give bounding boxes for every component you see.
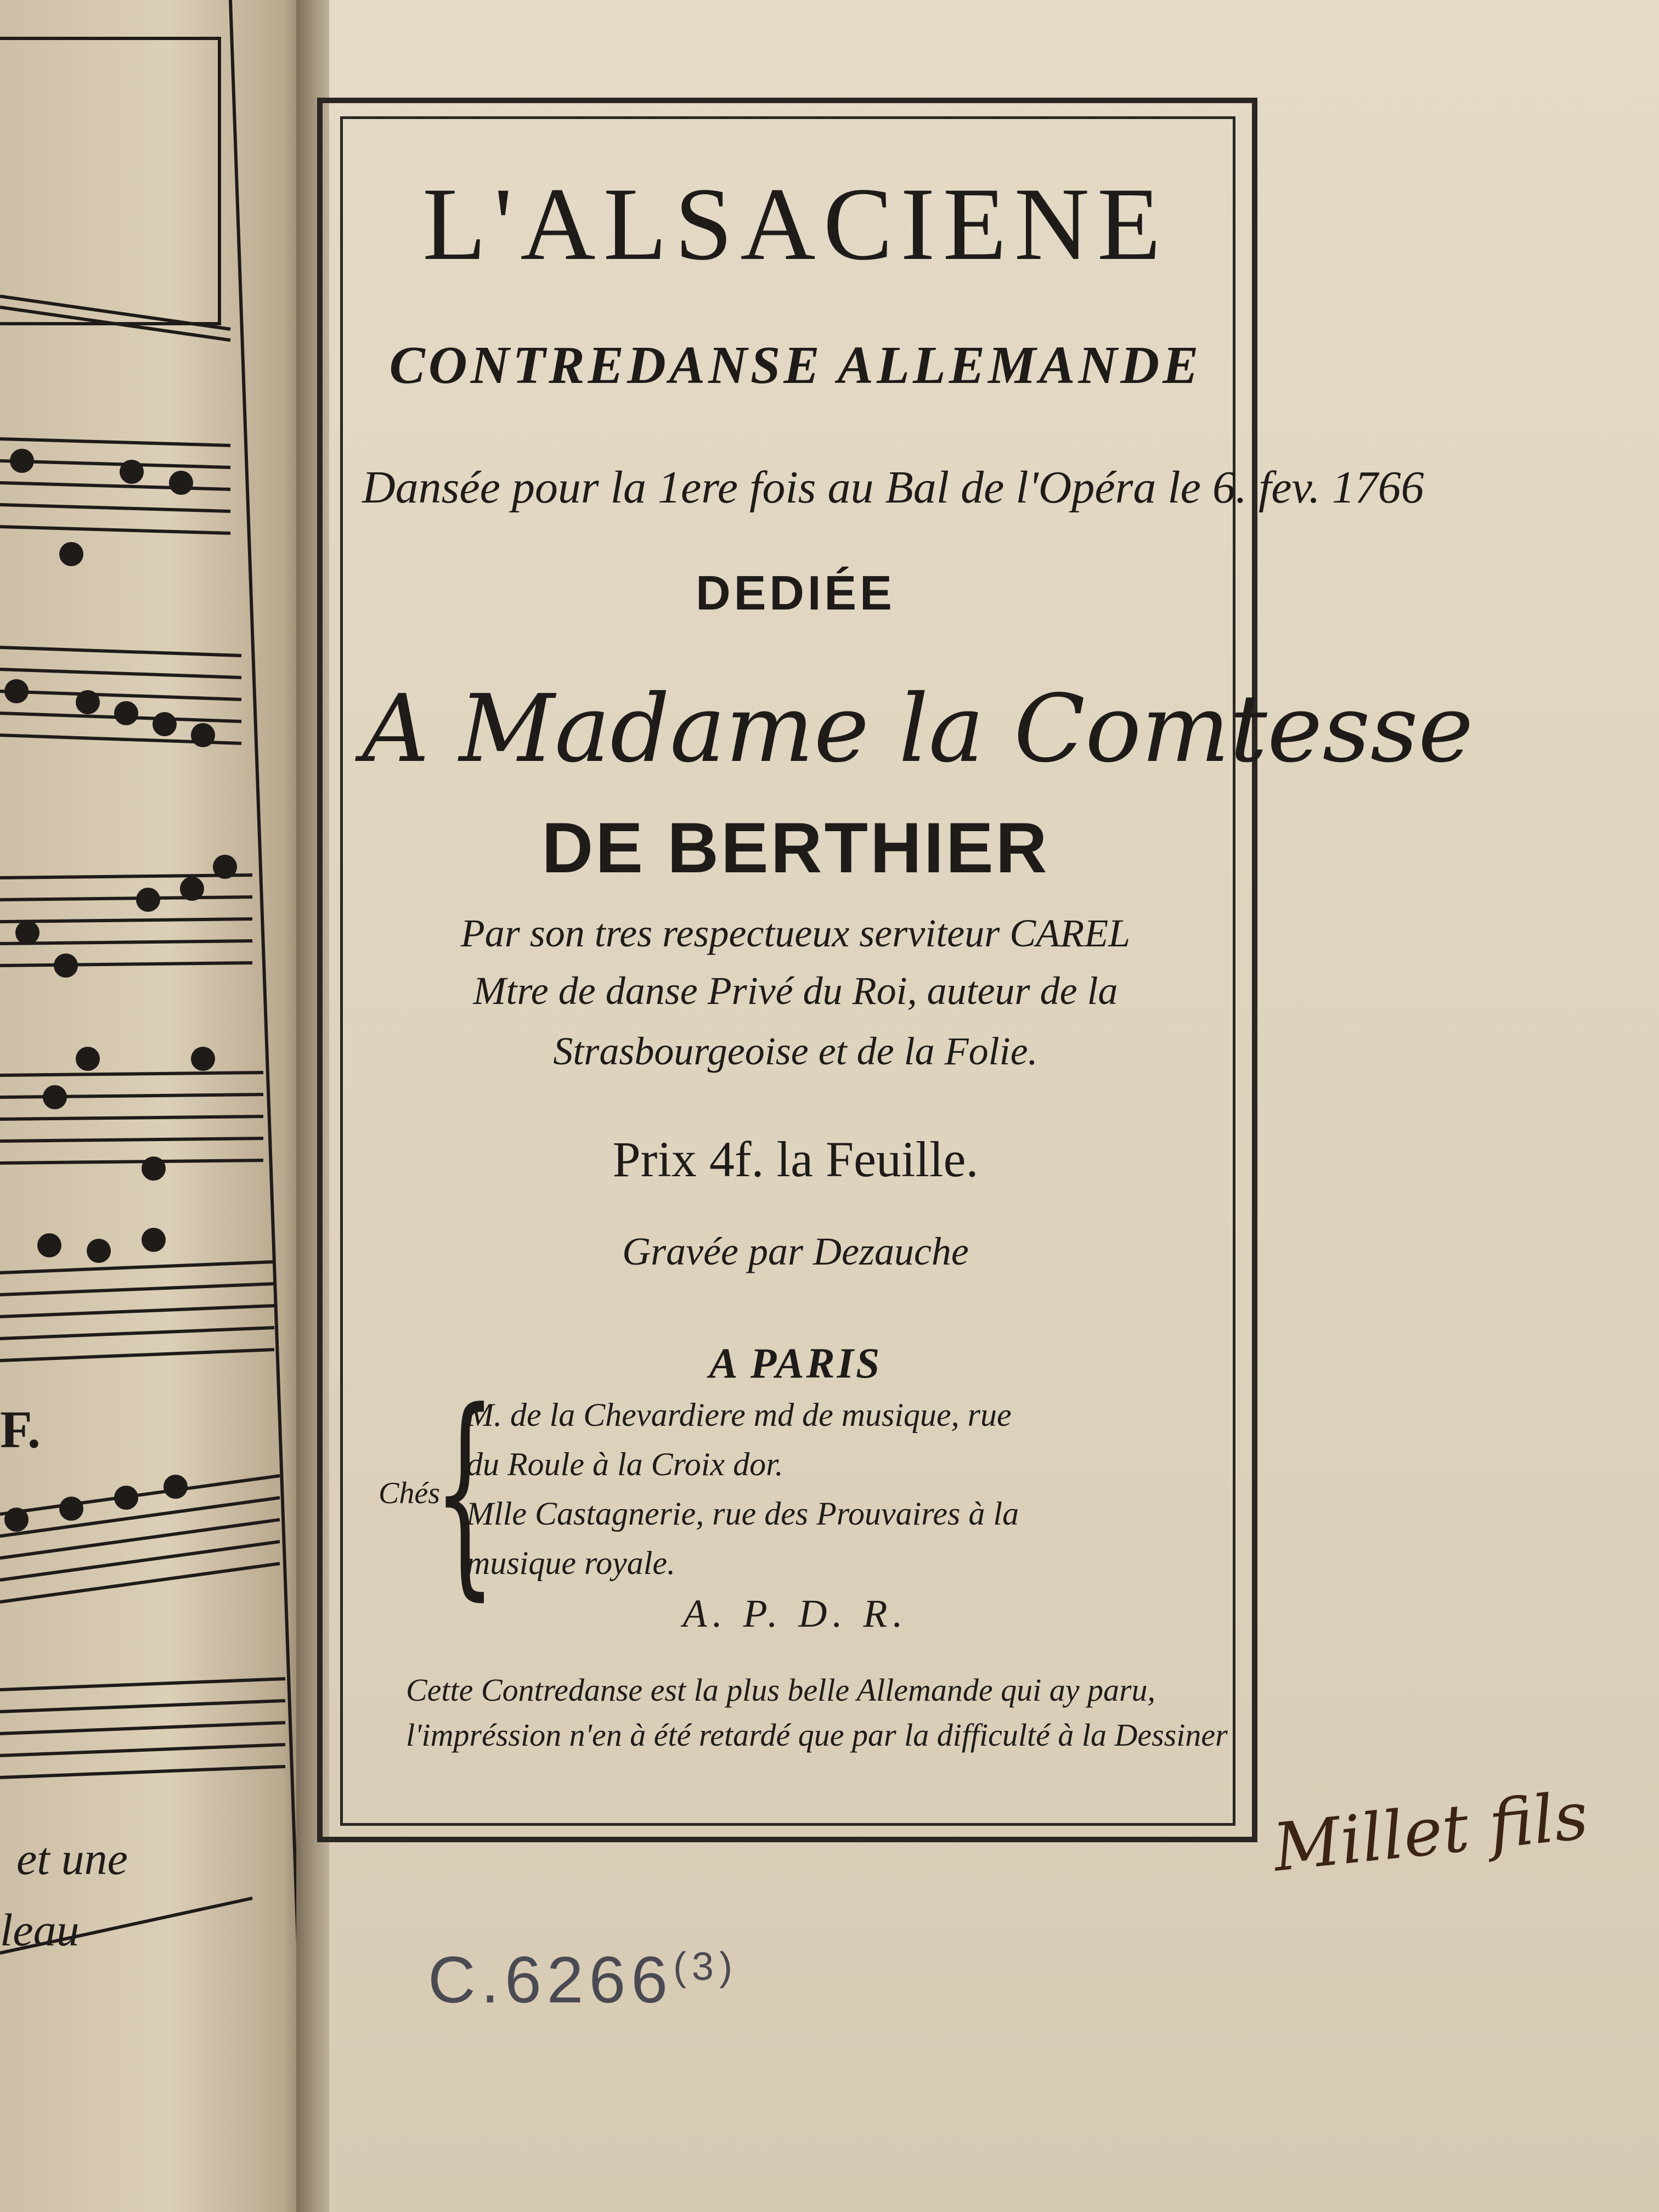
subtitle: CONTREDANSE ALLEMANDE bbox=[389, 336, 1202, 395]
ches-label: Chés bbox=[379, 1476, 440, 1510]
left-page-text-line: leau bbox=[0, 1905, 80, 1956]
shelfmark-sup: (3) bbox=[673, 1945, 738, 1989]
address-line: M. de la Chevardiere md de musique, rue bbox=[466, 1397, 1012, 1433]
footnote: Cette Contredanse est la plus belle Allemande qui ay paru, l'impréssion n'en à été retardé que par la difficulté à la Dessiner bbox=[406, 1672, 1228, 1753]
privilege-line: A. P. D. R. bbox=[682, 1592, 909, 1635]
author-line: Strasbourgeoise et de la Folie. bbox=[553, 1029, 1038, 1073]
address-line: du Roule à la Croix dor. bbox=[466, 1446, 783, 1482]
author-line: Par son tres respectueux serviteur CAREL bbox=[460, 911, 1131, 955]
brace-symbol: { bbox=[433, 1364, 496, 1620]
engraver-line: Gravée par Dezauche bbox=[622, 1229, 969, 1273]
first-danced-line: Dansée pour la 1ere fois au Bal de l'Opéra le 6. fev. 1766 bbox=[362, 462, 1424, 513]
dedicatee-line: A Madame la Comtesse bbox=[362, 675, 1474, 783]
library-shelfmark bbox=[428, 1942, 738, 2018]
left-page-text-line: et une bbox=[16, 1833, 128, 1884]
address-line: Mlle Castagnerie, rue des Prouvaires à la bbox=[466, 1496, 1019, 1532]
city-heading: A PARIS bbox=[709, 1339, 882, 1387]
dedication-heading: DEDIÉE bbox=[696, 566, 895, 620]
handwritten-signature: Millet fils bbox=[1269, 1778, 1592, 1887]
author-line: Mtre de danse Privé du Roi, auteur de la bbox=[473, 969, 1118, 1013]
dedicatee-name: DE BERTHIER bbox=[541, 808, 1049, 888]
price-line: Prix 4f. la Feuille. bbox=[612, 1131, 979, 1187]
main-title: L'ALSACIENE bbox=[422, 167, 1169, 282]
address-line: musique royale. bbox=[466, 1545, 676, 1581]
left-page-music-score bbox=[0, 0, 307, 2212]
left-page-letter: F. bbox=[0, 1400, 41, 1459]
shelfmark-main: C.6266 bbox=[428, 1943, 673, 2017]
